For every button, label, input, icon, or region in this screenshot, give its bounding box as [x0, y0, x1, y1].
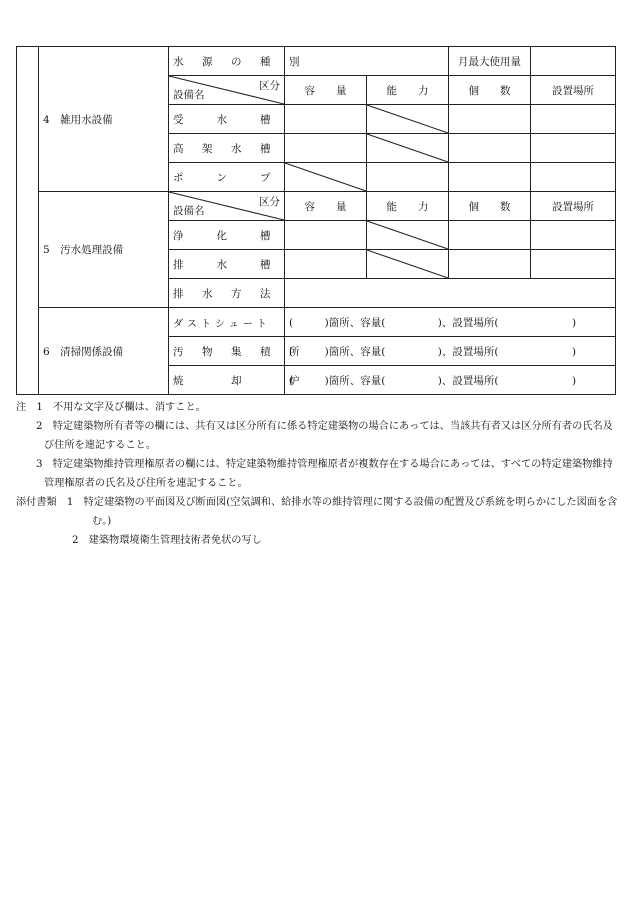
s6-dust-chute-row [17, 308, 616, 337]
s5-header-row [17, 192, 616, 221]
elevated-tank-location[interactable] [531, 134, 616, 163]
elevated-tank-ability-na [367, 134, 449, 163]
drain-method-label: 排 水 方 法 [169, 279, 285, 308]
notes-block [16, 398, 620, 550]
drain-tank-location[interactable] [531, 250, 616, 279]
dust-chute-label: ダストシュート [169, 308, 285, 337]
receiving-tank-capacity[interactable] [285, 105, 367, 134]
col-ability-header: 能 力 [367, 192, 449, 221]
pump-capacity-na [285, 163, 367, 192]
note-3: 3 特定建築物維持管理権原者の欄には、特定建築物維持管理権原者が複数存在する場合にあっては、すべての特定建築物維持管理権原者の氏名及び住所を連記すること。 [36, 459, 613, 489]
note-2: 2 特定建築物所有者等の欄には、共有又は区分所有に係る特定建築物の場合にあっては、当該共有者又は区分所有者の氏名及び住所を連記すること。 [36, 421, 613, 451]
header-kubun: 区分 [259, 196, 280, 208]
drain-tank-count[interactable] [449, 250, 531, 279]
col-count-header: 個 数 [449, 76, 531, 105]
septic-tank-capacity[interactable] [285, 221, 367, 250]
s4-water-source-row [17, 47, 616, 76]
water-source-value[interactable] [285, 47, 449, 76]
col-capacity-header: 容 量 [285, 76, 367, 105]
drain-tank-label: 排 水 槽 [169, 250, 285, 279]
col-capacity-header: 容 量 [285, 192, 367, 221]
receiving-tank-count[interactable] [449, 105, 531, 134]
elevated-tank-capacity[interactable] [285, 134, 367, 163]
col-count-header: 個 数 [449, 192, 531, 221]
incinerator-details[interactable]: ( )箇所、容量( )、設置場所( ) [285, 366, 616, 395]
incinerator-label: 焼 却 炉 [169, 366, 285, 395]
attachment-1: 添付書類 1 特定建築物の平面図及び断面図(空気調和、給排水等の維持管理に関する設備の配置及び系統を明らかにした図面を含む。) [16, 497, 618, 527]
col-location-header: 設置場所 [531, 192, 616, 221]
pump-ability[interactable] [367, 163, 449, 192]
col-location-header: 設置場所 [531, 76, 616, 105]
septic-tank-location[interactable] [531, 221, 616, 250]
pump-location[interactable] [531, 163, 616, 192]
monthly-max-label: 月最大使用量 [449, 47, 531, 76]
section-5-label: 5 汚水処理設備 [39, 192, 169, 308]
drain-method-value[interactable] [285, 279, 616, 308]
pump-count[interactable] [449, 163, 531, 192]
drain-tank-ability-na [367, 250, 449, 279]
receiving-tank-ability-na [367, 105, 449, 134]
septic-tank-ability-na [367, 221, 449, 250]
elevated-tank-count[interactable] [449, 134, 531, 163]
header-kubun: 区分 [259, 80, 280, 92]
receiving-tank-label: 受 水 槽 [169, 105, 285, 134]
waste-collection-details[interactable]: ( )箇所、容量( )、設置場所( ) [285, 337, 616, 366]
elevated-tank-label: 高 架 水 槽 [169, 134, 285, 163]
s5-diagonal-header [169, 192, 285, 221]
note-1: 注 1 不用な文字及び欄は、消すこと。 [16, 402, 206, 413]
left-margin-column [17, 47, 39, 395]
equipment-table [16, 46, 616, 395]
pump-label: ポ ン プ [169, 163, 285, 192]
dust-chute-details[interactable]: ( )箇所、容量( )、設置場所( ) [285, 308, 616, 337]
header-setsubi: 設備名 [173, 89, 205, 101]
receiving-tank-location[interactable] [531, 105, 616, 134]
attachment-2: 2 建築物環境衛生管理技術者免状の写し [72, 535, 262, 546]
septic-tank-label: 浄 化 槽 [169, 221, 285, 250]
septic-tank-count[interactable] [449, 221, 531, 250]
section-4-label: 4 雑用水設備 [39, 47, 169, 192]
waste-collection-label: 汚 物 集 積 所 [169, 337, 285, 366]
monthly-max-value[interactable] [531, 47, 616, 76]
header-setsubi: 設備名 [173, 205, 205, 217]
drain-tank-capacity[interactable] [285, 250, 367, 279]
section-6-label: 6 清掃関係設備 [39, 308, 169, 395]
s4-diagonal-header [169, 76, 285, 105]
water-source-label: 水 源 の 種 別 [169, 47, 285, 76]
col-ability-header: 能 力 [367, 76, 449, 105]
